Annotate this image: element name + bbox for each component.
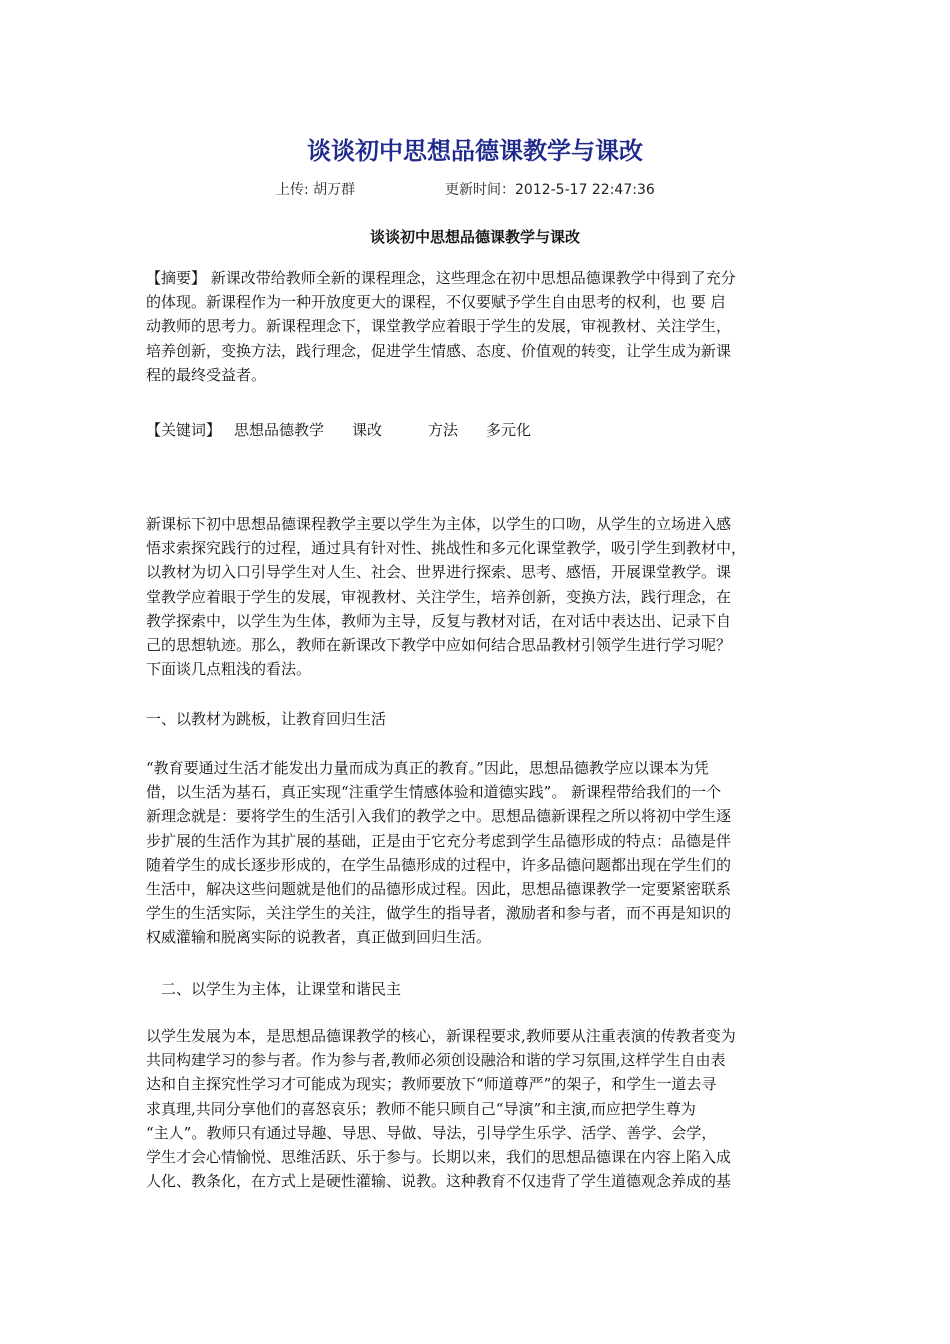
keyword-item: 思想品德教学 — [234, 421, 325, 439]
keyword-item: 多元化 — [486, 421, 532, 439]
section-heading-2: 二、以学生为主体，让课堂和谐民主 — [161, 980, 402, 998]
keywords-line — [146, 418, 531, 442]
section2-line: 学生才会心情愉悦、思维活跃、乐于参与。长期以来，我们的思想品德课在内容上陷入成 — [146, 1148, 732, 1167]
keyword-item: 方法 — [428, 421, 459, 439]
section1-line: 新理念就是：要将学生的生活引入我们的教学之中。思想品德新课程之所以将初中学生逐 — [146, 807, 732, 826]
section1-line: 步扩展的生活作为其扩展的基础，正是由于它充分考虑到学生品德形成的特点：品德是伴 — [146, 831, 732, 850]
intro-line: 堂教学应着眼于学生的发展，审视教材、关注学生，培养创新，变换方法，践行理念，在 — [146, 587, 732, 606]
intro-line: 以教材为切入口引导学生对人生、社会、世界进行探索、思考、感悟，开展课堂教学。课 — [146, 563, 732, 582]
intro-line: 己的思想轨迹。那么，教师在新课改下教学中应如何结合思品教材引领学生进行学习呢？ — [146, 636, 732, 655]
section1-line: 生活中，解决这些问题就是他们的品德形成过程。因此，思想品德课教学一定要紧密联系 — [146, 880, 732, 899]
intro-line: 新课标下初中思想品德课程教学主要以学生为主体，以学生的口吻，从学生的立场进入感 — [146, 515, 732, 533]
section2-line: 求真理,共同分享他们的喜怒哀乐；教师不能只顾自己“导演”和主演,而应把学生尊为 — [146, 1099, 696, 1118]
document-title: 谈谈初中思想品德课教学与课改 — [307, 137, 643, 165]
section1-line: 权威灌输和脱离实际的说教者，真正做到回归生活。 — [146, 928, 492, 947]
section2-paragraph — [146, 1024, 806, 1193]
update-time: 更新时间：2012-5-17 22:47:36 — [445, 182, 655, 198]
abstract-paragraph — [146, 266, 806, 387]
keyword-item: 课改 — [352, 421, 383, 439]
keywords-label: 【关键词】 — [146, 421, 222, 439]
abstract-line: 【摘要】 新课改带给教师全新的课程理念，这些理念在初中思想品德课教学中得到了充分 — [146, 269, 736, 287]
section1-line: 学生的生活实际，关注学生的关注，做学生的指导者，激励者和参与者，而不再是知识的 — [146, 904, 732, 923]
section1-line: 借，以生活为基石，真正实现“注重学生情感体验和道德实践”。 新课程带给我们的一个 — [146, 783, 722, 802]
article-subtitle: 谈谈初中思想品德课教学与课改 — [369, 228, 580, 246]
intro-paragraph — [146, 512, 806, 681]
intro-line: 下面谈几点粗浅的看法。 — [146, 660, 312, 679]
abstract-line: 动教师的思考力。新课程理念下，课堂教学应着眼于学生的发展，审视教材、关注学生， — [146, 317, 732, 336]
section1-line: “教育要通过生活才能发出力量而成为真正的教育。”因此，思想品德教学应以课本为凭 — [146, 759, 709, 777]
section-heading-1: 一、以教材为跳板，让教育回归生活 — [146, 710, 387, 728]
abstract-line: 培养创新，变换方法，践行理念，促进学生情感、态度、价值观的转变，让学生成为新课 — [146, 341, 732, 360]
uploader-info: 上传: 胡万群 — [276, 182, 356, 198]
section2-line: 人化、教条化，在方式上是硬性灌输、说教。这种教育不仅违背了学生道德观念养成的基 — [146, 1172, 732, 1191]
intro-line: 教学探索中，以学生为生体，教师为主导，反复与教材对话，在对话中表达出、记录下自 — [146, 611, 732, 630]
section2-line: 以学生发展为本，是思想品德课教学的核心，新课程要求,教师要从注重表演的传教者变为 — [146, 1027, 736, 1045]
section1-line: 随着学生的成长逐步形成的，在学生品德形成的过程中，许多品德问题都出现在学生们的 — [146, 855, 732, 874]
section2-line: 共同构建学习的参与者。作为参与者,教师必须创设融洽和谐的学习氛围,这样学生自由表 — [146, 1051, 726, 1070]
section1-paragraph — [146, 756, 806, 950]
intro-line: 悟求索探究践行的过程，通过具有针对性、挑战性和多元化课堂教学，吸引学生到教材中， — [146, 539, 747, 558]
abstract-line: 程的最终受益者。 — [146, 365, 267, 384]
abstract-line: 的体现。新课程作为一种开放度更大的课程，不仅要赋予学生自由思考的权利，也 要 启 — [146, 293, 726, 312]
section2-line: 达和自主探究性学习才可能成为现实；教师要放下“师道尊严”的架子，和学生一道去寻 — [146, 1075, 717, 1094]
section2-line: “主人”。教师只有通过导趣、导思、导做、导法，引导学生乐学、活学、善学、会学， — [146, 1123, 717, 1142]
